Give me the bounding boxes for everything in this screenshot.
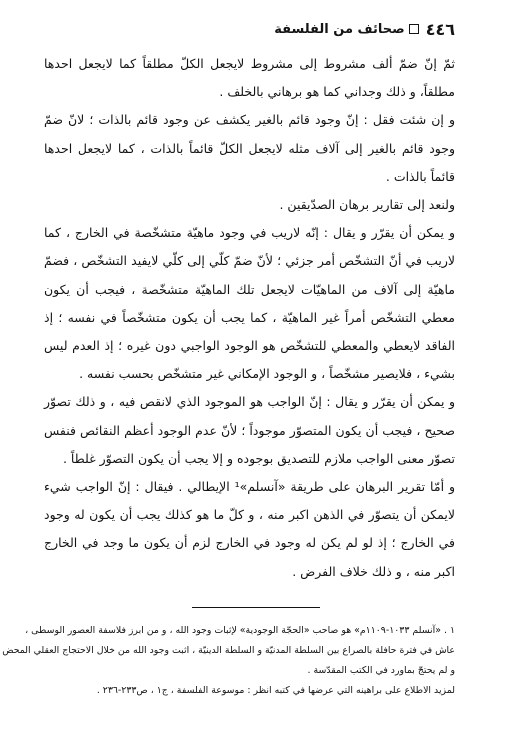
footnote-line: عاش في فترة حافلة بالصراع بين السلطة المدنيّة و السلطة الدينيّة ، اثبت وجود الله من خلال الاحتجاج العقلي المحض — [2, 645, 455, 656]
running-title: صحائف من الفلسفة — [274, 21, 405, 37]
footnote-divider — [192, 607, 320, 608]
footnote-line: ١ . «آنسلم ١٠٣٣-١١٠٩م» هو صاحب «الحجّة الوجودية» لإثبات وجود الله ، و من ابرز فلاسفة العصور الوسطى ، — [25, 625, 455, 636]
paragraph: و يمكن أن يقرّر و يقال : إنّ الواجب هو الموجود الذي لانقص فيه ، و ذلك تصوّر صحيح ، فيجب أن يكون المتصوّر موجوداً ؛ لأنّ عدم الوجود أعظم النقائص فنفس تصوّر معنى الواجب ملازم للتصديق بوجوده و إلا يجب أن يكون التصوّر غلطاً . — [44, 394, 455, 466]
footnote-line: و لم يحتجّ بماورد في الكتب المقدّسة . — [307, 665, 455, 676]
footnotes — [2, 621, 455, 701]
paragraph: و أمّا تقرير البرهان على طريقة «آنسلم»¹ الإيطالي . فيقال : إنّ الواجب شيء لايمكن أن يتصوّر في الذهن اكبر منه ، و كلّ ما هو كذلك يجب أن يكون له وجود في الخارج ؛ إذ لو لم يكن له وجود في الخارج لزم أن يكون ما وجد في الخارج اكبر منه ، و ذلك خلاف الفرض . — [44, 479, 455, 579]
page-header — [40, 18, 455, 40]
page-number: ٤٤٦ — [425, 19, 455, 39]
paragraph: ثمّ إنّ ضمّ ألف مشروط إلى مشروط لايجعل الكلّ مطلقاً كما لايجعل احدها مطلقاً، و ذلك وجداني كما هو برهاني بالخلف . — [44, 56, 455, 100]
paragraph: و يمكن أن يقرّر و يقال : إنّه لاريب في وجود ماهيّة متشخّصة في الخارج ، كما لاريب في أنّ التشخّص أمر جزئي ؛ لأنّ ضمّ كلّي إلى كلّي لايفيد التشخّص ، فضمّ ماهيّة إلى آلاف من الماهيّات لايجعل تلك الماهيّة متشخّصة ، فيجب أن يكون معطي التشخّص أمراً غير الماهيّة ، كما يجب أن يكون متشخّصاً في نفسه ؛ إذ الفاقد لايعطي والمعطي للتشخّص هو الوجود الواجبي دون غيره ؛ إذ العدم ليس بشيء ، فلايصير مشخّصاً ، و الوجود الإمكاني غير متشخّص بحسب نفسه . — [44, 225, 455, 382]
body-text — [44, 50, 455, 586]
paragraph: ولنعد إلى تقارير برهان الصدّيقين . — [279, 197, 455, 213]
paragraph: و إن شئت فقل : إنّ وجود قائم بالغير يكشف عن وجود قائم بالذات ؛ لانّ ضمّ وجود قائم بالغير إلى آلاف مثله لايجعل الكلّ قائماً بالذات ، كما لايجعل احدها قائماً بالذات . — [44, 112, 455, 184]
square-ornament-icon — [409, 24, 419, 34]
footnote-line: لمزيد الاطلاع على براهينه التي عرضها في كتبه انظر : موسوعة الفلسفة ، ج١ ، ص٢٣٣-٢٣٦ . — [96, 685, 455, 696]
